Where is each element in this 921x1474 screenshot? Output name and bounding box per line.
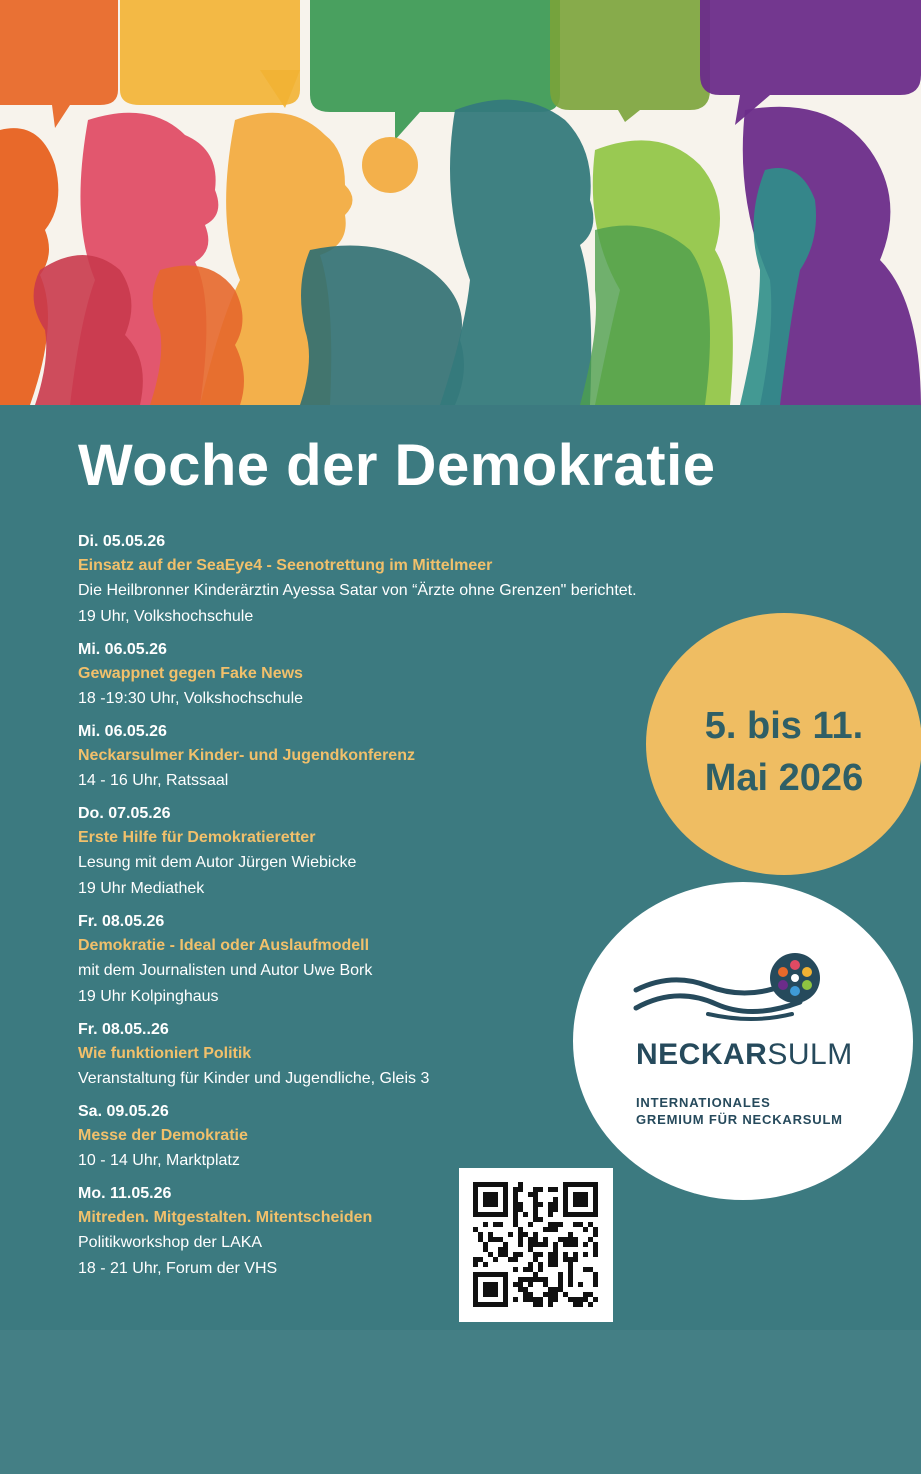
- event-detail: 19 Uhr Mediathek: [78, 880, 205, 897]
- organizer-name: [636, 1038, 853, 1072]
- event-detail: 18 -19:30 Uhr, Volkshochschule: [78, 690, 304, 707]
- event-detail: 10 - 14 Uhr, Marktplatz: [78, 1152, 240, 1169]
- organizer-subtitle-line1: INTERNATIONALES: [636, 1095, 771, 1110]
- event-detail: Die Heilbronner Kinderärztin Ayessa Satar von “Ärzte ohne Grenzen" berichtet.: [78, 582, 637, 599]
- organizer-subtitle-line2: GREMIUM FÜR NECKARSULM: [636, 1112, 843, 1127]
- date-range-line2: Mai 2026: [704, 757, 864, 799]
- event-detail: 19 Uhr Kolpinghaus: [78, 988, 219, 1005]
- date-range: [646, 700, 921, 804]
- event-date: Do. 07.05.26: [78, 805, 171, 822]
- event-detail: 14 - 16 Uhr, Ratssaal: [78, 772, 229, 789]
- event-title: Mitreden. Mitgestalten. Mitentscheiden: [78, 1209, 373, 1226]
- event-detail: Lesung mit dem Autor Jürgen Wiebicke: [78, 854, 357, 871]
- event-title: Erste Hilfe für Demokratieretter: [78, 829, 316, 846]
- hero-illustration: [0, 0, 921, 405]
- people-silhouettes-illustration: [0, 0, 921, 405]
- event-title: Neckarsulmer Kinder- und Jugendkonferenz: [78, 747, 415, 764]
- footer-strip: [0, 1330, 921, 1474]
- poster-title: Woche der Demokratie: [78, 433, 716, 498]
- wave-lines-icon: [632, 950, 872, 1030]
- qr-code[interactable]: [459, 1168, 613, 1322]
- date-range-line1: 5. bis 11.: [704, 705, 864, 747]
- organizer-name-thin: SULM: [767, 1038, 853, 1071]
- event-item: [78, 1182, 778, 1282]
- event-date: Mi. 06.05.26: [78, 723, 167, 740]
- event-date: Sa. 09.05.26: [78, 1103, 169, 1120]
- event-title: Einsatz auf der SeaEye4 - Seenotrettung im Mittelmeer: [78, 557, 493, 574]
- event-detail: 19 Uhr, Volkshochschule: [78, 608, 254, 625]
- event-title: Wie funktioniert Politik: [78, 1045, 252, 1062]
- event-title: Messe der Demokratie: [78, 1127, 248, 1144]
- event-date: Di. 05.05.26: [78, 533, 166, 550]
- event-date: Mo. 11.05.26: [78, 1185, 172, 1202]
- event-detail: mit dem Journalisten und Autor Uwe Bork: [78, 962, 373, 979]
- event-date: Fr. 08.05..26: [78, 1021, 169, 1038]
- event-item: [78, 530, 778, 630]
- event-date: Fr. 08.05.26: [78, 913, 165, 930]
- qr-code-icon: [459, 1168, 613, 1322]
- event-date: Mi. 06.05.26: [78, 641, 167, 658]
- event-detail: Politikworkshop der LAKA: [78, 1234, 263, 1251]
- event-detail: Veranstaltung für Kinder und Jugendliche, Gleis 3: [78, 1070, 430, 1087]
- organizer-name-bold: NECKAR: [636, 1038, 768, 1071]
- event-title: Demokratie - Ideal oder Auslaufmodell: [78, 937, 370, 954]
- event-detail: 18 - 21 Uhr, Forum der VHS: [78, 1260, 278, 1277]
- organizer-subtitle: [636, 1094, 843, 1128]
- event-title: Gewappnet gegen Fake News: [78, 665, 303, 682]
- flower-emblem-icon: [768, 951, 822, 1005]
